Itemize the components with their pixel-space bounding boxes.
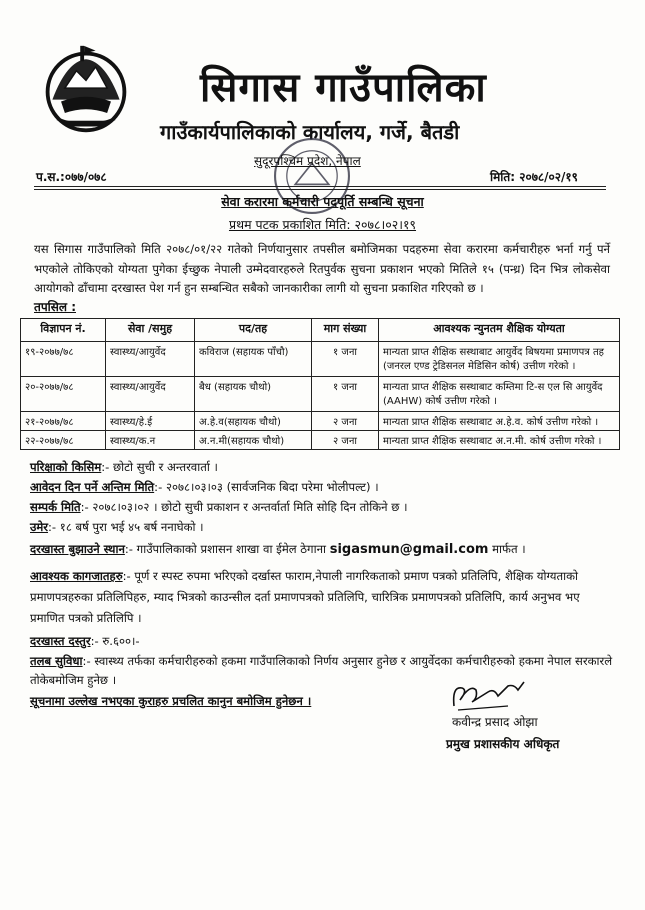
- nepal-emblem-logo: [38, 42, 134, 138]
- cell-post: बैध (सहायक चौथो): [195, 377, 312, 412]
- header-divider-2: [34, 189, 606, 190]
- table-row: [21, 377, 620, 412]
- table-row: [21, 431, 620, 450]
- salary-label: तलब सुविधा: [30, 654, 83, 668]
- deadline-value: :- २०७८।०३।०३ (सार्वजनिक बिदा परेमा भोलीपल्ट) ।: [154, 480, 379, 494]
- contact-date-label: सम्पर्क मिति: [30, 500, 81, 514]
- documents-line: [30, 566, 615, 629]
- cell-qualification: मान्यता प्राप्त शैक्षिक सस्थाबाट अ.हे.व. कोर्ष उत्तीण गरेको ।: [379, 412, 620, 431]
- exam-type-value: :- छोटो सुची र अन्तरवार्ता ।: [101, 460, 218, 474]
- cell-demand: २ जना: [312, 412, 379, 431]
- notice-body: यस सिगास गाउँपालिको मिति २०७८/०१/२२ गतेको निर्णयानुसार तपसील बमोजिमका पदहरुमा सेवा करारमा कर्मचारीहरु भर्ना गर्नु पर्ने भएकोले तोकिएको योग्यता पुगेका ईच्छुक नेपाली उम्मेदवारहरुले रितपुर्वक सुचना प्रकाशन भएको मितिले १५ (पन्ध्र) दिन भित्र लोकसेवा आयोगको ढाँचामा दरखास्त पेश गर्न हुन सम्बन्धित सबैको जानकारीका लागी यो सुचना प्रकाशित गरिएको छ ।: [34, 242, 610, 295]
- cell-post: अ.न.मी(सहायक चौथो): [195, 431, 312, 450]
- exam-type-label: परिक्षाको किसिम: [30, 460, 102, 474]
- salary-value: :- स्वास्थ्य तर्फका कर्मचारीहरुको हकमा गाउँपालिकाको निर्णय अनुसार हुनेछ र आयुर्वेदका कर्मचारीहरुको हकमा नेपाल सरकारले तोकेबमोजिम हुनेछ ।: [30, 654, 613, 687]
- handwritten-signature: [448, 676, 528, 716]
- cell-ad-no: १९-२०७७/७८: [21, 342, 106, 377]
- col-service: सेवा /समुह: [106, 319, 195, 342]
- age-value: :- १८ बर्ष पुरा भई ४५ बर्ष ननाघेको ।: [48, 520, 204, 534]
- cell-post: अ.हे.व(सहायक चौथो): [195, 412, 312, 431]
- cell-demand: १ जना: [312, 342, 379, 377]
- municipality-title: सिगास गाउँपालिका: [200, 65, 487, 111]
- contact-date-value: :- २०७८।०३।०२ । छोटो सुची प्रकाशन र अन्तर्वार्ता मिति सोहि दिन तोकिने छ ।: [80, 500, 408, 514]
- col-qualification: आवश्यक न्युनतम शैक्षिक योग्यता: [379, 319, 620, 342]
- fee-line: [30, 632, 615, 651]
- closing-text: सूचनामा उल्लेख नभएका कुराहरु प्रचलित कानुन बमोजिम हुनेछन ।: [30, 694, 312, 708]
- age-label: उमेर: [30, 520, 49, 534]
- table-header-row: [21, 319, 620, 342]
- notice-title: सेवा करारमा कर्मचारी पदपूर्ति सम्बन्धि सूचना: [221, 194, 424, 209]
- col-demand: माग संख्या: [312, 319, 379, 342]
- province-line: सुदूरपश्चिम प्रदेश, नेपाल: [254, 154, 361, 168]
- cell-qualification: मान्यता प्राप्त शैक्षिक सस्थाबाट कम्तिमा टि-स एल सि आयुर्वेद (AAHW) कोर्ष उत्तीण गरेको ।: [379, 377, 620, 412]
- cell-demand: १ जना: [312, 377, 379, 412]
- age-line: [30, 518, 615, 537]
- cell-service: स्वास्थ्य/आयुर्वेद: [106, 342, 195, 377]
- table-row: [21, 412, 620, 431]
- cell-service: स्वास्थ्य/आयुर्वेद: [106, 377, 195, 412]
- office-subtitle: गाउँकार्यपालिकाको कार्यालय, गर्जे, बैतडी: [160, 120, 460, 144]
- tafsil-label: तपसिल :: [34, 300, 76, 314]
- email-address[interactable]: sigasmun@gmail.com: [329, 542, 489, 557]
- deadline-line: [30, 478, 615, 497]
- signer-name: कवीन्द्र प्रसाद ओझा: [452, 715, 538, 729]
- cell-service: स्वास्थ्य/हे.ई: [106, 412, 195, 431]
- reference-number: प.स.:०७७/०७८: [36, 170, 107, 184]
- cell-ad-no: २२-२०७७/७८: [21, 431, 106, 450]
- submission-place-label: दरखास्त बुझाउने स्थान: [30, 542, 125, 556]
- submission-suffix: मार्फत ।: [492, 542, 526, 556]
- vacancy-table: [20, 318, 620, 450]
- cell-service: स्वास्थ्य/क.न: [106, 431, 195, 450]
- cell-post: कविराज (सहायक पाँचौ): [195, 342, 312, 377]
- header-divider: [34, 186, 606, 187]
- signer-designation: प्रमुख प्रशासकीय अधिकृत: [446, 737, 560, 751]
- deadline-label: आवेदन दिन पर्ने अन्तिम मिति: [30, 480, 155, 494]
- col-post: पद/तह: [195, 319, 312, 342]
- cell-ad-no: २१-२०७७/७८: [21, 412, 106, 431]
- documents-value: :- पूर्ण र स्पस्ट रुपमा भरिएको दर्खास्त फाराम,नेपाली नागरिकताको प्रमाण पत्रको प्रतिलिपि, शैक्षिक योग्यताको प्रमाणपत्रहरुका प्रतिलिपिहरु, म्याद भित्रको काउन्सील दर्ता प्रमाणपत्रको प्रतिलिपि, चारित्रिक प्रमाणपत्रको प्रतिलिपि, कार्य अनुभव भए प्रमाणित पत्रको प्रतिलिपि ।: [30, 569, 580, 625]
- cell-qualification: मान्यता प्राप्त शैक्षिक सस्थाबाट आयुर्वेद बिषयमा प्रमाणपत्र तह (जनरल एण्ड ट्रेडिसनल मेडिसिन कोर्ष) उत्तीण गरेको ।: [379, 342, 620, 377]
- exam-type-line: [30, 458, 615, 477]
- table-row: [21, 342, 620, 377]
- fee-label: दरखास्त दस्तुर: [30, 634, 91, 648]
- notice-date: मिति: २०७८/०२/१९: [490, 170, 578, 184]
- cell-qualification: मान्यता प्राप्त शैक्षिक सस्थाबाट अ.न.मी. कोर्ष उत्तीण गरेको ।: [379, 431, 620, 450]
- col-ad-no: विज्ञापन नं.: [21, 319, 106, 342]
- submission-place-value: :- गाउँपालिकाको प्रशासन शाखा वा ईमेल ठेगाना: [124, 542, 327, 556]
- cell-demand: २ जना: [312, 431, 379, 450]
- contact-date-line: [30, 498, 615, 517]
- documents-label: आवश्यक कागजातहरु: [30, 569, 123, 583]
- submission-place-line: [30, 540, 615, 559]
- cell-ad-no: २०-२०७७/७८: [21, 377, 106, 412]
- fee-value: :- रु.६००।-: [90, 634, 140, 648]
- publish-date: प्रथम पटक प्रकाशित मिति: २०७८।०२।१९: [228, 217, 417, 232]
